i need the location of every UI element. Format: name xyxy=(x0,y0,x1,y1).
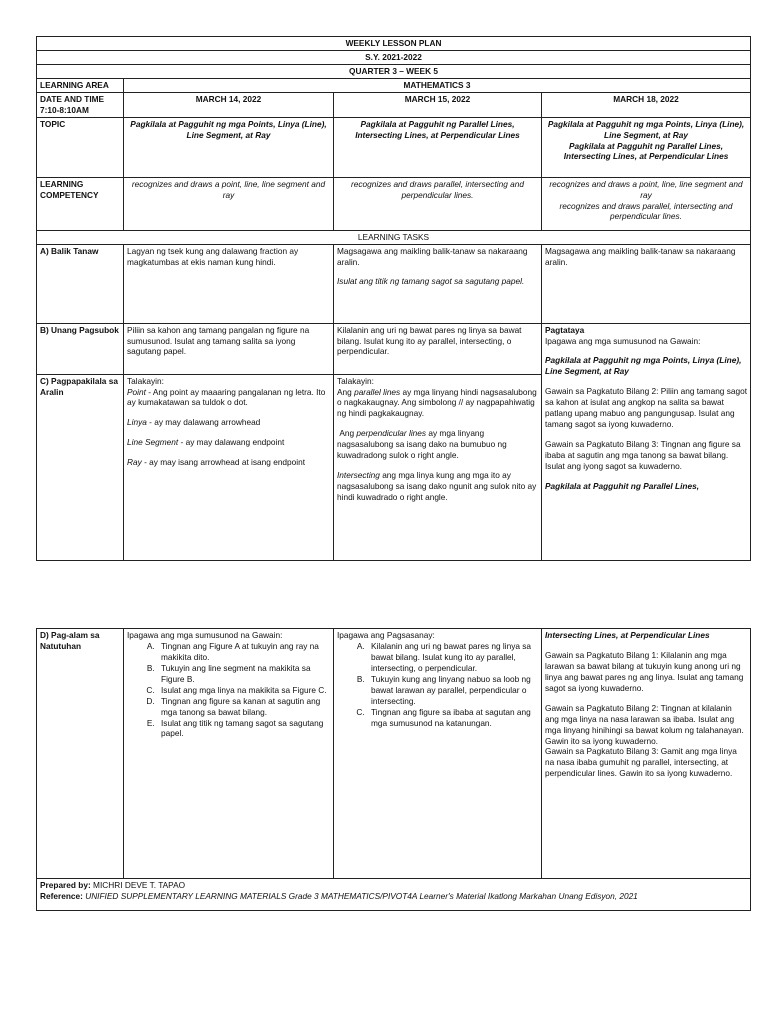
pagpapakilala-label: C) Pagpapakilala sa Aralin xyxy=(37,374,124,560)
list-item: C. Tingnan ang figure sa ibaba at sagutan ang mga sumusunod na katanungan. xyxy=(367,707,538,729)
learning-tasks-heading: LEARNING TASKS xyxy=(37,230,751,244)
topic-day3: Pagkilala at Pagguhit ng mga Points, Linya (Line), Line Segment, at Ray Pagkilala at Pagguhit ng Parallel Lines, Intersecting Lines, at Perpendicular Lines xyxy=(542,117,751,177)
pag-alam-label: D) Pag-alam sa Natutuhan xyxy=(37,629,124,879)
competency-day1: recognizes and draws a point, line, line segment and ray xyxy=(124,177,334,230)
pagpapakilala-day1: Talakayin: Point - Ang point ay maaaring pangalanan ng letra. Ito ay kumakatawan sa tuldok o dot. Linya - ay may dalawang arrowhead Line Segment - ay may dalawang endpoint Ray - ay may isang arrowhead at isang endpoint xyxy=(124,374,334,560)
learning-area-value: MATHEMATICS 3 xyxy=(124,78,751,92)
unang-pagsubok-day2: Kilalanin ang uri ng bawat pares ng linya sa bawat bilang. Isulat kung ito ay parallel, intersecting, o perpendicular. xyxy=(334,323,542,374)
balik-tanaw-day2: Magsagawa ang maikling balik-tanaw sa nakaraang aralin. Isulat ang titik ng tamang sagot sa sagutang papel. xyxy=(334,244,542,323)
lesson-plan-table-page2 xyxy=(36,628,751,911)
date-day3: MARCH 18, 2022 xyxy=(542,92,751,117)
list-item: D. Tingnan ang figure sa kanan at sagutin ang mga tanong sa bawat bilang. xyxy=(157,696,330,718)
date-time-label: DATE AND TIME 7:10-8:10AM xyxy=(37,92,124,117)
date-day2: MARCH 15, 2022 xyxy=(334,92,542,117)
pag-alam-day3: Intersecting Lines, at Perpendicular Lines Gawain sa Pagkatuto Bilang 1: Kilalanin ang mga larawan sa bawat bilang at tukuyin kung anong uri ng linya ang bawat pares ng ang linya. Isulat ang tamang sagot sa iyong kuwaderno. Gawain sa Pagkatuto Bilang 2: Tingnan at kilalanin ang mga linya na nasa larawan sa ibaba. Isulat ang mga linyang hinihingi sa bawat kolum ng talahanayan. Gawin ito sa iyong kuwaderno. Gawain sa Pagkatuto Bilang 3: Gamit ang mga linya na nasa ibaba gumuhit ng parallel, intersecting, at perpendicular lines. Gawin ito sa iyong kuwaderno. xyxy=(542,629,751,879)
date-day1: MARCH 14, 2022 xyxy=(124,92,334,117)
competency-day2: recognizes and draws parallel, intersecting and perpendicular lines. xyxy=(334,177,542,230)
learning-area-label: LEARNING AREA xyxy=(37,78,124,92)
footer-cell xyxy=(37,879,751,911)
competency-day3: recognizes and draws a point, line, line segment and ray recognizes and draws parallel, intersecting and perpendicular lines. xyxy=(542,177,751,230)
balik-tanaw-day3: Magsagawa ang maikling balik-tanaw sa nakaraang aralin. xyxy=(542,244,751,323)
time-value: 7:10-8:10AM xyxy=(40,104,89,115)
school-year: S.Y. 2021-2022 xyxy=(37,50,751,64)
pagtataya-day3: Pagtataya Ipagawa ang mga sumusunod na Gawain: Pagkilala at Pagguhit ng mga Points, Linya (Line), Line Segment, at Ray Gawain sa Pagkatuto Bilang 2: Piliin ang tamang sagot sa kahon at isulat ang angkop na salita sa bawat patlang upang mabuo ang pangungusap. Isulat ang tamang sagot sa iyong kuwaderno. Gawain sa Pagkatuto Bilang 3: Tingnan ang figure sa ibaba at sagutin ang mga tanong sa bawat bilang. Isulat ang iyong sagot sa kuwaderno. Pagkilala at Pagguhit ng Parallel Lines, xyxy=(542,323,751,560)
pag-alam-day2-list xyxy=(337,641,538,729)
topic-label: TOPIC xyxy=(37,117,124,177)
topic-day2: Pagkilala at Pagguhit ng Parallel Lines, Intersecting Lines, at Perpendicular Lines xyxy=(334,117,542,177)
reference: Reference: UNIFIED SUPPLEMENTARY LEARNING MATERIALS Grade 3 MATHEMATICS/PIVOT4A Learner's Material Ikatlong Markahan Unang Edisyon, 2021 xyxy=(40,890,638,901)
list-item: B. Tukuyin kung ang linyang nabuo sa loob ng bawat larawan ay parallel, perpendicular o intersecting. xyxy=(367,674,538,707)
pag-alam-day2: Ipagawa ang Pagsasanay: A. Kilalanin ang uri ng bawat pares ng linya sa bawat bilang. Isulat kung ito ay parallel, intersecting, o perpendicular. B. Tukuyin kung ang linyang nabuo sa loob ng bawat larawan ay parallel, perpendicular o intersecting. C. Tingnan ang figure sa ibaba at sagutan ang mga sumusunod na katanungan. xyxy=(334,629,542,879)
list-item: E. Isulat ang titik ng tamang sagot sa sagutang papel. xyxy=(157,718,330,740)
pag-alam-day1-list xyxy=(127,641,330,739)
list-item: C. Isulat ang mga linya na makikita sa Figure C. xyxy=(157,685,330,696)
list-item: A. Tingnan ang Figure A at tukuyin ang ray na makikita dito. xyxy=(157,641,330,663)
unang-pagsubok-day1: Piliin sa kahon ang tamang pangalan ng figure na sumusunod. Isulat ang tamang salita sa iyong sagutang papel. xyxy=(124,323,334,374)
lesson-plan-table-page1 xyxy=(36,36,751,561)
pagpapakilala-day2: Talakayin: Ang parallel lines ay mga linyang hindi nagsasalubong o nagkakaugnay. Ang simbolong // ay nagpapahiwatig ng hindi pagkakaugnay. Ang perpendicular lines ay mga linyang nagsasalubong sa isang dako na bumubuo ng kuwadradong sulok o right angle. Intersecting ang mga linya kung ang mga ito ay nagsasalubong sa isang dako ngunit ang sulok nito ay hindi kuwadrado o right angle. xyxy=(334,374,542,560)
plan-title: WEEKLY LESSON PLAN xyxy=(37,37,751,51)
list-item: A. Kilalanin ang uri ng bawat pares ng linya sa bawat bilang. Isulat kung ito ay parallel, intersecting, o perpendicular. xyxy=(367,641,538,674)
unang-pagsubok-label: B) Unang Pagsubok xyxy=(37,323,124,374)
competency-label: LEARNING COMPETENCY xyxy=(37,177,124,230)
prepared-by: Prepared by: MICHRI DEVE T. TAPAO xyxy=(40,880,186,890)
quarter-week: QUARTER 3 – WEEK 5 xyxy=(37,64,751,78)
balik-tanaw-day1: Lagyan ng tsek kung ang dalawang fraction ay magkatumbas at ekis naman kung hindi. xyxy=(124,244,334,323)
list-item: B. Tukuyin ang line segment na makikita sa Figure B. xyxy=(157,663,330,685)
pag-alam-day1: Ipagawa ang mga sumusunod na Gawain: A. Tingnan ang Figure A at tukuyin ang ray na makikita dito. B. Tukuyin ang line segment na makikita sa Figure B. C. Isulat ang mga linya na makikita sa Figure C. D. Tingnan ang figure sa kanan at sagutin ang mga tanong sa bawat bilang. E. Isulat ang titik ng tamang sagot sa sagutang papel. xyxy=(124,629,334,879)
topic-day1: Pagkilala at Pagguhit ng mga Points, Linya (Line), Line Segment, at Ray xyxy=(124,117,334,177)
balik-tanaw-label: A) Balik Tanaw xyxy=(37,244,124,323)
